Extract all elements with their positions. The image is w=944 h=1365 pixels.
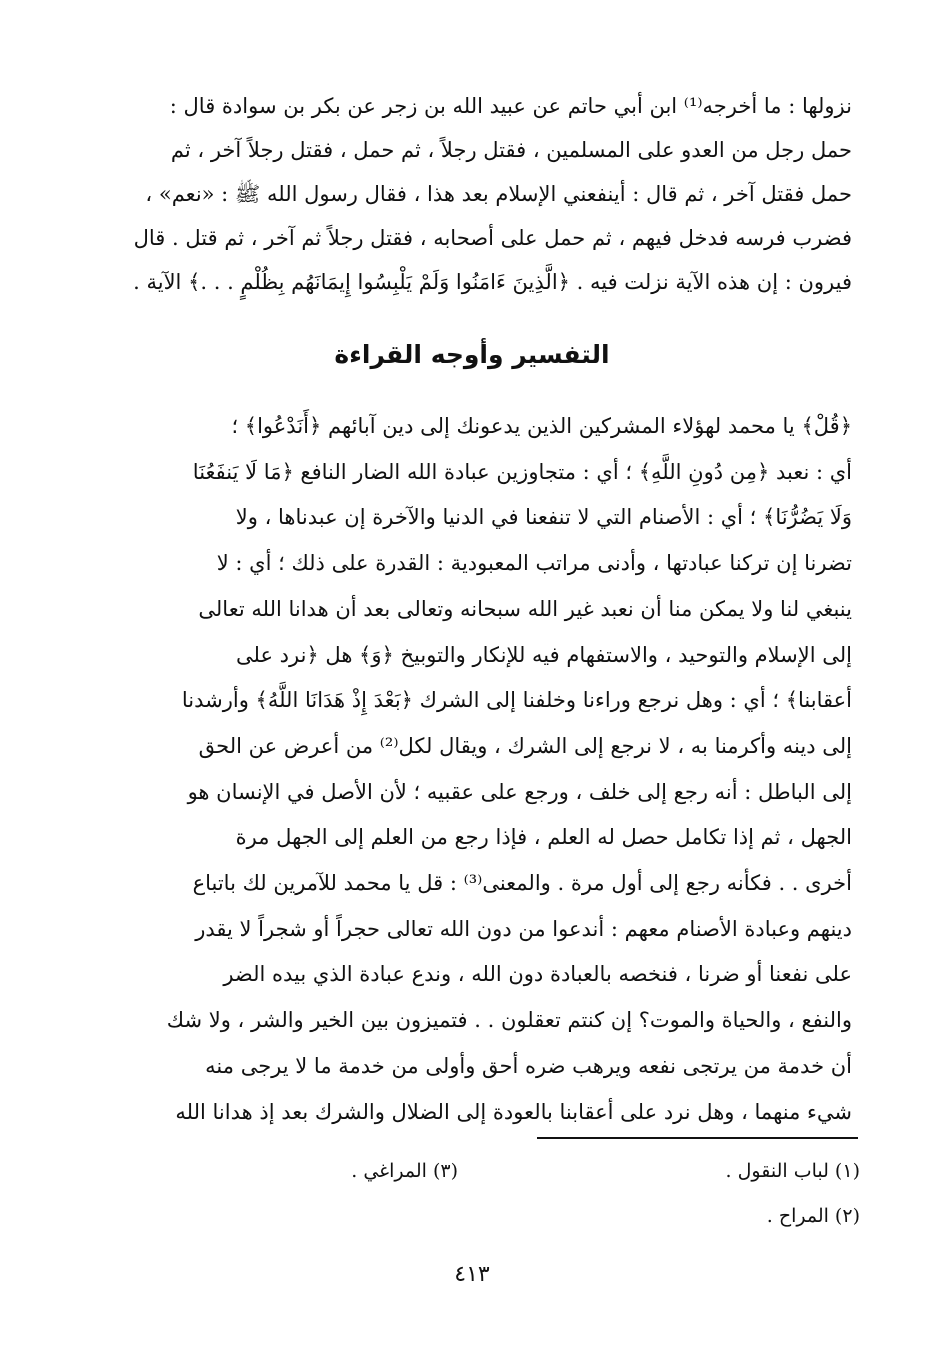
text-line: فضرب فرسه فدخل فيهم ، ثم حمل على أصحابه ، فقتل رجلاً ثم آخر ، ثم قتل . قال bbox=[133, 226, 852, 250]
text-line: وَلَا يَضُرُّنَا﴾ ؛ أي : الأصنام التي لا تنفعنا في الدنيا والآخرة إن عبدناها ، ولا bbox=[235, 505, 852, 530]
text-line: إلى الباطل : أنه رجع إلى خلف ، ورجع على عقبيه ؛ لأن الأصل في الإنسان هو bbox=[187, 779, 852, 804]
footnote-3: (٣) المراغي . bbox=[351, 1160, 458, 1182]
text-line: شيء منهما ، وهل نرد على أعقابنا بالعودة إلى الضلال والشرك بعد إذ هدانا الله bbox=[175, 1099, 852, 1124]
footnote-2: (٢) المراح . bbox=[766, 1205, 860, 1227]
text-line: دينهم وعبادة الأصنام معهم : أندعوا من دون الله تعالى حجراً أو شجراً لا يقدر bbox=[195, 916, 852, 941]
text-line: الجهل ، ثم إذا تكامل حصل له العلم ، فإذا رجع من العلم إلى الجهل مرة bbox=[235, 825, 852, 850]
text-line: إلى الإسلام والتوحيد ، والاستفهام فيه للإنكار والتوبيخ ﴿وَ﴾ هل ﴿نرد على bbox=[235, 642, 852, 667]
tafsir-paragraph bbox=[84, 404, 852, 1135]
text-line: تضرنا إن تركنا عبادتها ، وأدنى مراتب المعبودية : القدرة على ذلك ؛ أي : لا bbox=[216, 551, 852, 576]
page-number: ٤١٣ bbox=[454, 1262, 490, 1287]
footnote-separator bbox=[537, 1137, 858, 1139]
footnote-1: (١) لباب النقول . bbox=[725, 1160, 860, 1182]
text-line: نزولها : ما أخرجه⁽¹⁾ ابن أبي حاتم عن عبيد الله بن زجر عن بكر بن سوادة قال : bbox=[169, 94, 852, 118]
section-heading: التفسير وأوجه القراءة bbox=[334, 340, 610, 369]
text-line: فيرون : إن هذه الآية نزلت فيه . ﴿الَّذِينَ ءَامَنُوا وَلَمْ يَلْبِسُوا إِيمَانَهُم بِظُلْمٍ . . .﴾ الآية . bbox=[133, 270, 852, 294]
text-line: إلى دينه وأكرمنا به ، لا نرجع إلى الشرك ، ويقال لكل⁽²⁾ من أعرض عن الحق bbox=[198, 733, 852, 758]
text-line: والنفع ، والحياة والموت؟ إن كنتم تعقلون . . فتميزون بين الخير والشر ، ولا شك bbox=[166, 1008, 852, 1033]
text-line: حمل رجل من العدو على المسلمين ، فقتل رجلاً ، ثم حمل ، فقتل رجلاً آخر ، ثم bbox=[170, 138, 852, 162]
text-line: ينبغي لنا ولا يمكن منا أن نعبد غير الله سبحانه وتعالى بعد أن هدانا الله تعالى bbox=[198, 596, 852, 621]
text-line: أعقابنا﴾ ؛ أي : وهل نرجع وراءنا وخلفنا إلى الشرك ﴿بَعْدَ إِذْ هَدَانَا اللَّهُ﴾ وأرشدنا bbox=[181, 688, 852, 713]
text-line: حمل فقتل آخر ، ثم قال : أينفعني الإسلام بعد هذا ، فقال رسول الله ﷺ : «نعم» ، bbox=[145, 182, 852, 206]
text-line: على نفعنا أو ضرنا ، فنخصه بالعبادة دون الله ، وندع عبادة الذي بيده الضر bbox=[223, 962, 852, 987]
text-line: ﴿قُلْ﴾ يا محمد لهؤلاء المشركين الذين يدعونك إلى دين آبائهم ﴿أَنَدْعُوا﴾ ؛ bbox=[231, 414, 852, 438]
text-line: أن خدمة من يرتجى نفعه ويرهب ضره أحق وأولى من خدمة ما لا يرجى منه bbox=[205, 1053, 852, 1078]
text-line: أي : نعبد ﴿مِن دُونِ اللَّهِ﴾ ؛ أي : متجاوزين عبادة الله الضار النافع ﴿مَا لَا يَنفَعُنَا bbox=[192, 459, 852, 484]
occasion-of-revelation-paragraph bbox=[84, 84, 852, 304]
text-line: أخرى . . فكأنه رجع إلى أول مرة . والمعنى⁽³⁾ : قل يا محمد للآمرين لك باتباع bbox=[192, 871, 852, 896]
